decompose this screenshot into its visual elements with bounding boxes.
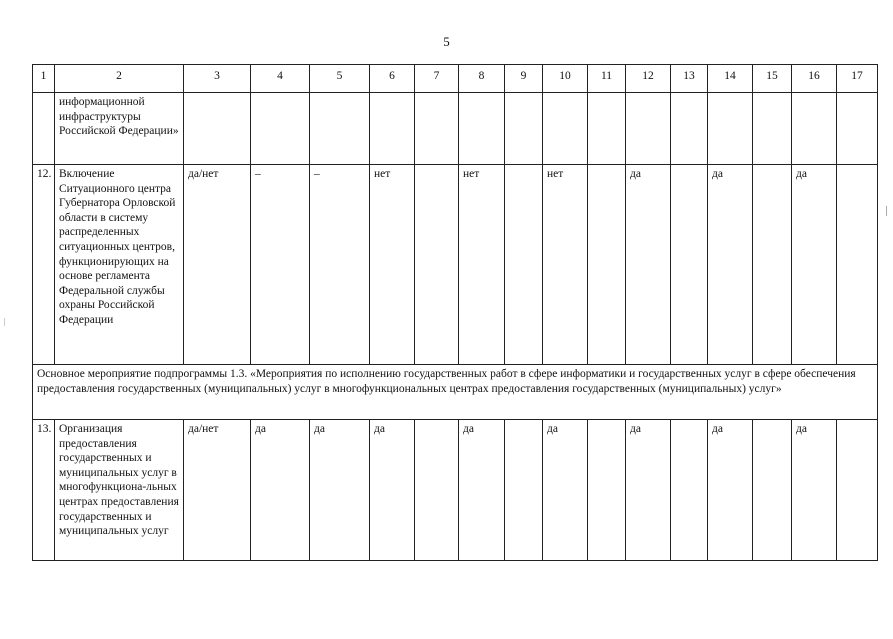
table-cell	[792, 93, 837, 165]
table-row	[33, 420, 878, 561]
column-header: 3	[184, 65, 251, 93]
row-name: Включение Ситуационного центра Губернатора Орловской области в систему распределенных ситуационных центров, функционирующих на основе регламента Федеральной службы охраны Российской Федерации	[55, 165, 184, 365]
table-cell: нет	[543, 165, 588, 365]
column-header: 4	[251, 65, 310, 93]
table-cell: да	[792, 165, 837, 365]
indicators-table	[32, 64, 878, 561]
table-cell	[251, 93, 310, 165]
table-cell: да	[792, 420, 837, 561]
table-cell	[753, 93, 792, 165]
table-cell: да	[543, 420, 588, 561]
table-cell	[708, 93, 753, 165]
table-cell	[588, 420, 626, 561]
column-header: 10	[543, 65, 588, 93]
column-header: 15	[753, 65, 792, 93]
table-cell	[459, 93, 505, 165]
table-cell: да/нет	[184, 165, 251, 365]
table-cell	[753, 165, 792, 365]
table-row	[33, 93, 878, 165]
column-header: 14	[708, 65, 753, 93]
table-cell: да	[626, 420, 671, 561]
table-cell	[310, 93, 370, 165]
table-cell	[184, 93, 251, 165]
table-cell: да	[708, 420, 753, 561]
row-number: 13.	[33, 420, 55, 561]
table-cell	[588, 165, 626, 365]
section-row	[33, 365, 878, 420]
row-number	[33, 93, 55, 165]
column-header: 5	[310, 65, 370, 93]
table-row	[33, 165, 878, 365]
table-cell	[505, 420, 543, 561]
scan-mark	[886, 206, 889, 216]
table-cell: –	[310, 165, 370, 365]
row-number: 12.	[33, 165, 55, 365]
column-header: 11	[588, 65, 626, 93]
table-cell: да	[251, 420, 310, 561]
table-cell	[415, 93, 459, 165]
scan-mark	[4, 318, 7, 326]
table-cell	[671, 93, 708, 165]
table-cell	[415, 165, 459, 365]
table-cell	[837, 420, 878, 561]
column-header: 9	[505, 65, 543, 93]
section-title: Основное мероприятие подпрограммы 1.3. «Мероприятия по исполнению государственных работ в сфере информатики и государственных услуг в сфере обеспечения предоставления государственных (муниципальных) услуг в многофункциональных центрах предоставления государственных (муниципальных) услуг»	[33, 365, 878, 420]
table-cell	[543, 93, 588, 165]
table-cell: нет	[459, 165, 505, 365]
table-cell	[626, 93, 671, 165]
table-cell	[837, 93, 878, 165]
table-cell: да	[708, 165, 753, 365]
column-header: 13	[671, 65, 708, 93]
table-cell: да	[310, 420, 370, 561]
page-number: 5	[443, 34, 450, 49]
column-header: 7	[415, 65, 459, 93]
column-header: 8	[459, 65, 505, 93]
column-header: 17	[837, 65, 878, 93]
column-header: 16	[792, 65, 837, 93]
table-cell	[588, 93, 626, 165]
table-cell: нет	[370, 165, 415, 365]
table-cell	[370, 93, 415, 165]
table-cell	[837, 165, 878, 365]
table-cell	[671, 420, 708, 561]
table-cell: да/нет	[184, 420, 251, 561]
column-header: 6	[370, 65, 415, 93]
table-cell	[505, 165, 543, 365]
table-cell: да	[459, 420, 505, 561]
column-header: 2	[55, 65, 184, 93]
table-cell	[415, 420, 459, 561]
row-name: Организация предоставления государственных и муниципальных услуг в многофункциона-льных центрах предоставления государственных и муниципальных услуг	[55, 420, 184, 561]
table-cell	[505, 93, 543, 165]
table-cell: да	[626, 165, 671, 365]
table-cell: –	[251, 165, 310, 365]
column-header: 1	[33, 65, 55, 93]
table-cell: да	[370, 420, 415, 561]
column-header: 12	[626, 65, 671, 93]
table-cell	[671, 165, 708, 365]
table-cell	[753, 420, 792, 561]
row-name: информационной инфраструктуры Российской Федерации»	[55, 93, 184, 165]
header-row	[33, 65, 878, 93]
